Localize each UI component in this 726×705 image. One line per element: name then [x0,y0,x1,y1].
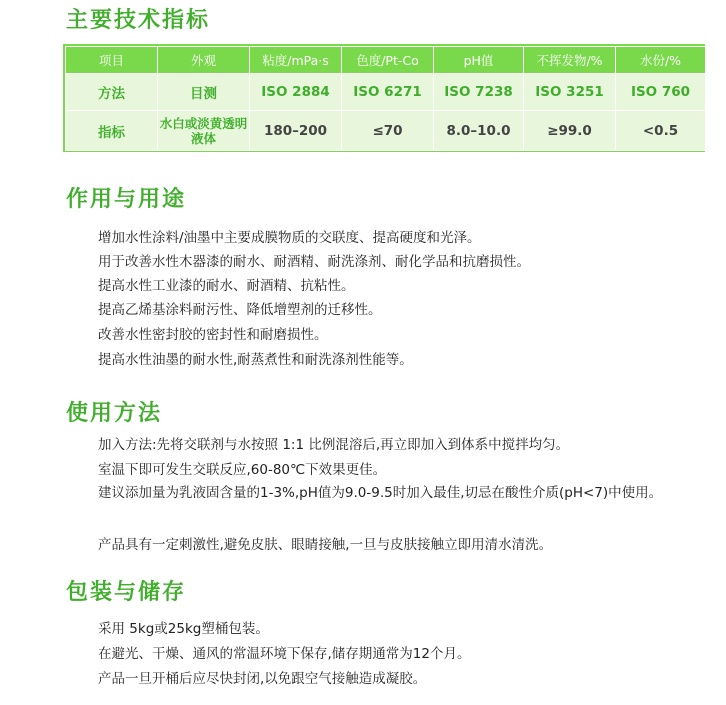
table-cell: 指标 [66,111,158,151]
heading-method: 使用方法 [66,401,163,426]
method-item: 产品具有一定刺激性,避免皮肤、眼睛接触,一旦与皮肤接触立即用清水清洗。 [98,537,553,553]
heading-packaging: 包装与储存 [66,580,187,605]
table-cell: 目测 [158,74,250,111]
table-cell: ISO 7238 [434,74,524,111]
table-cell: <0.5 [616,111,706,151]
spec-table [65,46,706,151]
usage-item: 提高乙烯基涂料耐污性、降低增塑剂的迁移性。 [98,302,382,318]
packaging-item: 采用 5kg或25kg塑桶包装。 [98,621,269,637]
table-cell: ISO 3251 [524,74,616,111]
header-ph: pH值 [434,47,524,74]
method-item: 建议添加量为乳液固含量的1-3%,pH值为9.0-9.5时加入最佳,切忌在酸性介质(pH<7)中使用。 [98,485,663,501]
usage-item: 改善水性密封胶的密封性和耐磨损性。 [98,327,328,343]
table-cell: ≤70 [342,111,434,151]
usage-item: 提高水性工业漆的耐水、耐酒精、抗粘性。 [98,278,355,294]
header-color: 色度/Pt-Co [342,47,434,74]
table-row-spec [66,111,706,151]
table-cell: ISO 6271 [342,74,434,111]
spec-table-header-row [66,47,706,74]
table-cell: ≥99.0 [524,111,616,151]
header-nonvolatile: 不挥发物/% [524,47,616,74]
table-cell: ISO 760 [616,74,706,111]
header-viscosity: 粘度/mPa·s [250,47,342,74]
usage-item: 用于改善水性木器漆的耐水、耐酒精、耐洗涤剂、耐化学品和抗磨损性。 [98,254,530,270]
packaging-item: 产品一旦开桶后应尽快封闭,以免跟空气接触造成凝胶。 [98,671,427,687]
table-cell: 180–200 [250,111,342,151]
usage-item: 提高水性油墨的耐水性,耐蒸煮性和耐洗涤剂性能等。 [98,352,413,368]
table-row-method [66,74,706,111]
header-item: 项目 [66,47,158,74]
method-item: 加入方法:先将交联剂与水按照 1:1 比例混溶后,再立即加入到体系中搅拌均匀。 [98,437,570,453]
method-item: 室温下即可发生交联反应,60-80℃下效果更佳。 [98,462,387,478]
table-cell: 水白或淡黄透明液体 [158,111,250,151]
heading-technical-specs: 主要技术指标 [66,8,211,33]
heading-usage: 作用与用途 [66,187,187,212]
header-water: 水份/% [616,47,706,74]
packaging-item: 在避光、干燥、通风的常温环境下保存,储存期通常为12个月。 [98,646,471,662]
header-appearance: 外观 [158,47,250,74]
table-cell: 方法 [66,74,158,111]
usage-item: 增加水性涂料/油墨中主要成膜物质的交联度、提高硬度和光泽。 [98,230,481,246]
table-cell: 8.0–10.0 [434,111,524,151]
table-cell: ISO 2884 [250,74,342,111]
